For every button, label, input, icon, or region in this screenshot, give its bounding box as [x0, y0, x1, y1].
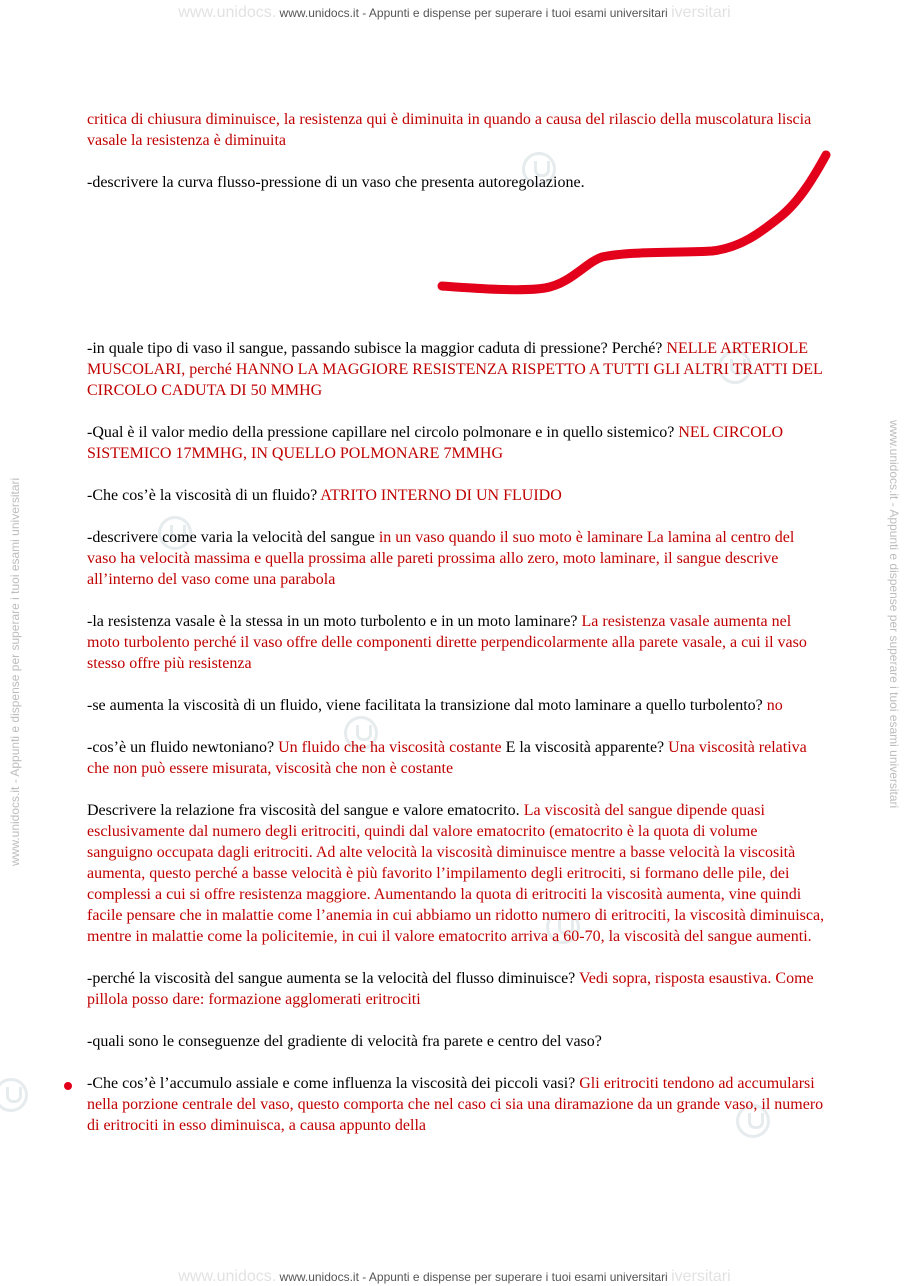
- watermark-site-text: www.unidocs.it - Appunti e dispense per superare i tuoi esami universitari: [279, 1270, 668, 1284]
- question-text: -perché la viscosità del sangue aumenta se la velocità del flusso diminuisce?: [87, 970, 576, 987]
- answer-text: Una viscosità relativa che non può essere misurata, viscosità che non è costante: [87, 739, 807, 777]
- document-body: [87, 109, 827, 1136]
- watermark-ghost-left: www.unidocs.: [178, 1268, 277, 1285]
- paragraph-7: [87, 695, 827, 716]
- question-text: -cos’è un fluido newtoniano?: [87, 739, 275, 756]
- answer-text: NELLE ARTERIOLE MUSCOLARI, perché HANNO LA MAGGIORE RESISTENZA RISPETTO A TUTTI GLI ALTRI TRATTI DEL CIRCOLO CADUTA DI 50 MMHG: [87, 340, 823, 399]
- question-text: -Che cos’è l’accumulo assiale e come influenza la viscosità dei piccoli vasi?: [87, 1075, 576, 1092]
- answer-text: La resistenza vasale aumenta nel moto turbolento perché il vaso offre delle componenti dirette perpendicolarmente alla parete vasale, a cui il vaso stesso offre più resistenza: [87, 613, 807, 672]
- bullet-dot: [64, 1082, 72, 1090]
- paragraph-3: [87, 422, 827, 464]
- paragraph-4: [87, 485, 827, 506]
- question-text: Descrivere la relazione fra viscosità del sangue e valore ematocrito.: [87, 802, 520, 819]
- watermark-site-text: www.unidocs.it - Appunti e dispense per superare i tuoi esami universitari: [279, 6, 668, 20]
- watermark-bottom: [0, 1268, 909, 1286]
- watermark-top: [0, 4, 909, 22]
- question-text: -quali sono le conseguenze del gradiente di velocità fra parete e centro del vaso?: [87, 1033, 602, 1050]
- watermark-logo-icon: [0, 1078, 28, 1112]
- watermark-ghost-right: iversitari: [671, 4, 731, 21]
- paragraph-11: [87, 1031, 827, 1052]
- answer-text: NEL CIRCOLO SISTEMICO 17MMHG, IN QUELLO POLMONARE 7MMHG: [87, 424, 784, 462]
- paragraph-9: [87, 800, 827, 947]
- paragraph-12: [87, 1073, 827, 1136]
- question-text: E la viscosità apparente?: [505, 739, 665, 756]
- watermark-side-left: www.unidocs.it - Appunti e dispense per superare i tuoi esami universitari: [8, 477, 22, 866]
- paragraph-2: [87, 338, 827, 401]
- question-text: -la resistenza vasale è la stessa in un moto turbolento e in un moto laminare?: [87, 613, 578, 630]
- answer-text: ATRITO INTERNO DI UN FLUIDO: [320, 487, 562, 504]
- answer-text: Un fluido che ha viscosità costante: [278, 739, 502, 756]
- answer-text: La viscosità del sangue dipende quasi esclusivamente dal numero degli eritrociti, quindi dal valore ematocrito (ematocrito è la quota di volume sanguigno occupata dagli eritrociti. Ad alte velocità la viscosità diminuisce mentre a basse velocità la viscosità aumenta, questo perché a basse velocità è più favorito l’impilamento degli eritrociti, si formano delle pile, dei complessi a cui si offre resistenza maggiore. Aumentando la quota di eritrociti la viscosità aumenta, vine quindi facile pensare che in malattie come l’anemia in cui abbiamo un ridotto numero di eritrociti, la viscosità diminuisca, mentre in malattie come la policitemie, in cui il valore ematocrito arriva a 60-70, la viscosità del sangue aumenti.: [87, 802, 825, 945]
- paragraph-6: [87, 611, 827, 674]
- answer-text: in un vaso quando il suo moto è laminare La lamina al centro del vaso ha velocità massima e quella prossima alle pareti prossima allo zero, moto laminare, il sangue descrive all’interno del vaso come una parabola: [87, 529, 795, 588]
- question-text: -Qual è il valor medio della pressione capillare nel circolo polmonare e in quello sistemico?: [87, 424, 675, 441]
- paragraph-1: [87, 172, 827, 193]
- question-text: -descrivere la curva flusso-pressione di un vaso che presenta autoregolazione.: [87, 174, 585, 191]
- paragraph-10: [87, 968, 827, 1010]
- paragraph-0: [87, 109, 827, 151]
- question-text: -se aumenta la viscosità di un fluido, viene facilitata la transizione dal moto laminare a quello turbolento?: [87, 697, 763, 714]
- paragraph-8: [87, 737, 827, 779]
- answer-text: Vedi sopra, risposta esaustiva. Come pillola posso dare: formazione agglomerati eritrociti: [87, 970, 814, 1008]
- question-text: -descrivere come varia la velocità del sangue: [87, 529, 375, 546]
- watermark-ghost-left: www.unidocs.: [178, 4, 277, 21]
- answer-text: Gli eritrociti tendono ad accumularsi nella porzione centrale del vaso, questo comporta che nel caso ci sia una diramazione da un grande vaso, il numero di eritrociti in esso diminuisca, a causa appunto della: [87, 1075, 824, 1134]
- paragraph-5: [87, 527, 827, 590]
- question-text: -in quale tipo di vaso il sangue, passando subisce la maggior caduta di pressione? Perché?: [87, 340, 663, 357]
- watermark-side-right: www.unidocs.it - Appunti e dispense per superare i tuoi esami universitari: [887, 420, 901, 809]
- question-text: -Che cos’è la viscosità di un fluido?: [87, 487, 318, 504]
- answer-text: critica di chiusura diminuisce, la resistenza qui è diminuita in quando a causa del rilascio della muscolatura liscia vasale la resistenza è diminuita: [87, 111, 812, 149]
- watermark-ghost-right: iversitari: [671, 1268, 731, 1285]
- answer-text: no: [766, 697, 783, 714]
